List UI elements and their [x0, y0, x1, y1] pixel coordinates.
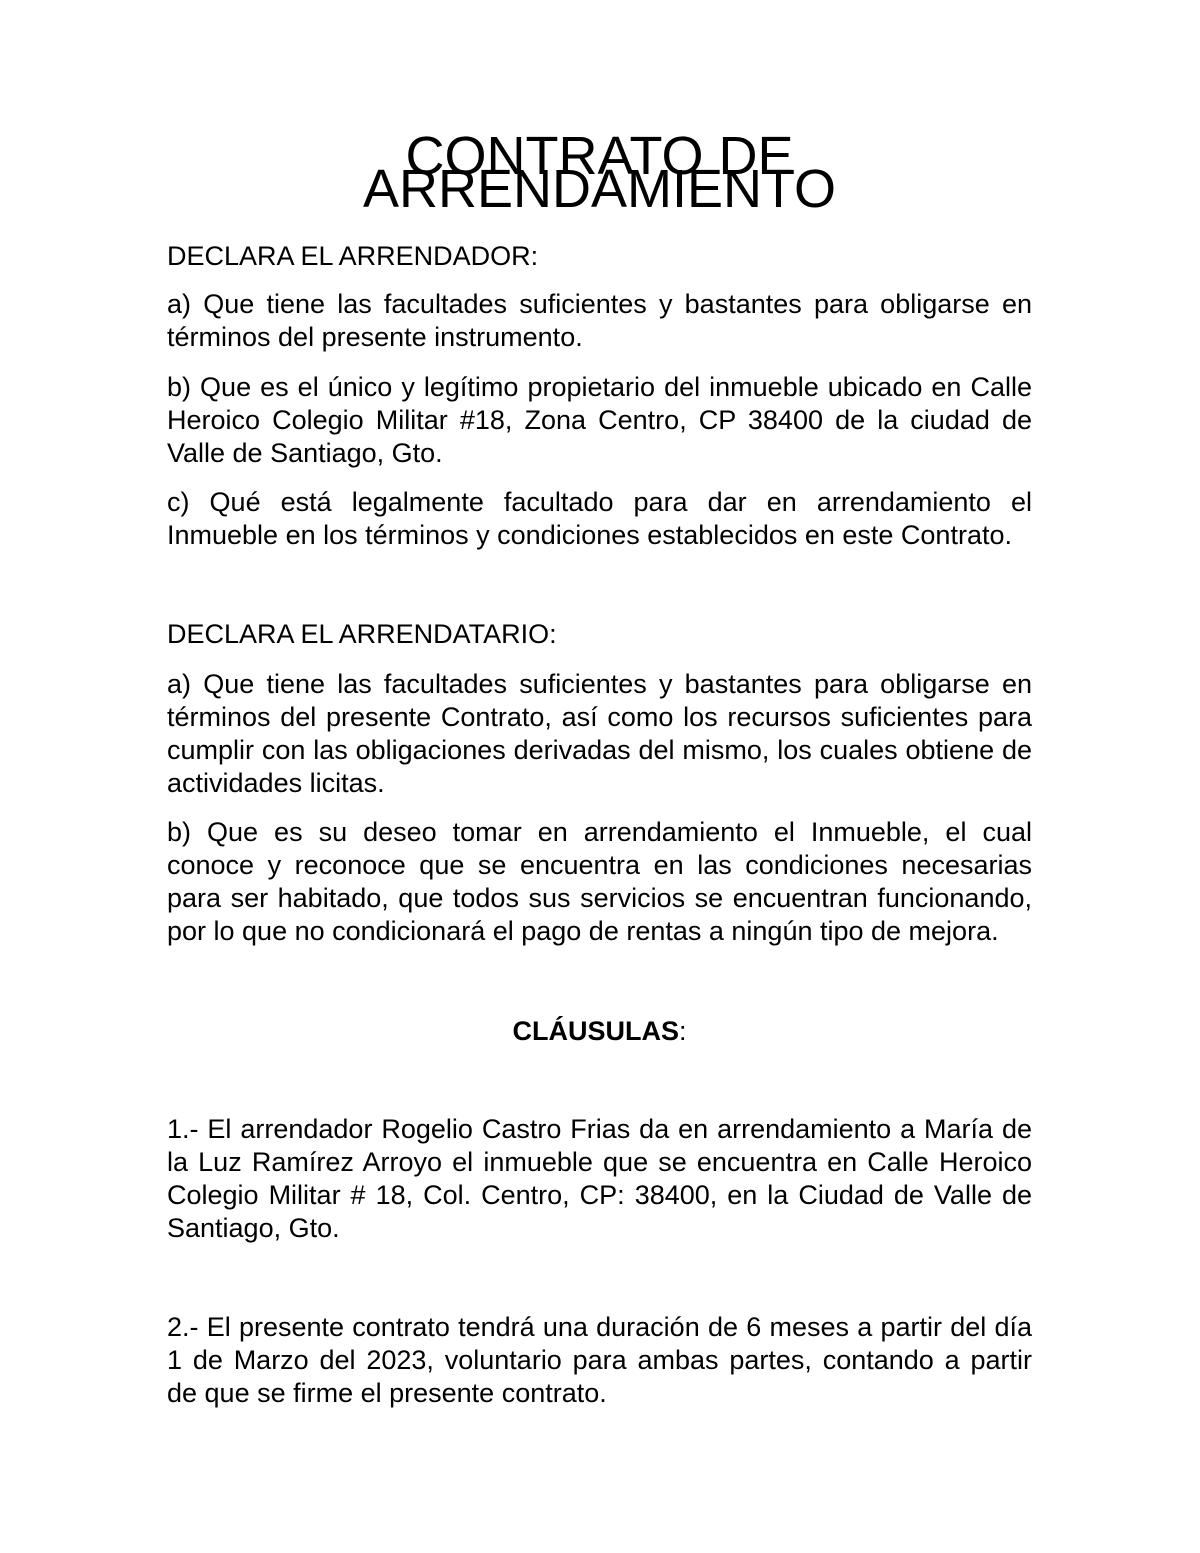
document-page	[167, 0, 1032, 1553]
clausula-2: 2.- El presente contrato tendrá una duración de 6 meses a partir del día 1 de Marzo del 2023, voluntario para ambas partes, contando a partir de que se firme el presente contrato.	[167, 1312, 1032, 1408]
arrendatario-heading: DECLARA EL ARRENDATARIO:	[167, 619, 557, 649]
document-title: CONTRATO DE ARRENDAMIENTO	[362, 126, 837, 219]
arrendador-declaration-a: a) Que tiene las facultades suficientes y bastantes para obligarse en términos del presente instrumento.	[167, 289, 1032, 352]
arrendatario-declaration-b: b) Que es su deseo tomar en arrendamiento el Inmueble, el cual conoce y reconoce que se encuentra en las condiciones necesarias para ser habitado, que todos sus servicios se encuentran funcionando, por lo que no condicionará el pago de rentas a ningún tipo de mejora.	[167, 817, 1032, 946]
arrendador-declaration-c: c) Qué está legalmente facultado para dar en arrendamiento el Inmueble en los términos y condiciones establecidos en este Contrato.	[167, 487, 1032, 550]
clausula-1: 1.- El arrendador Rogelio Castro Frias da en arrendamiento a María de la Luz Ramírez Arroyo el inmueble que se encuentra en Calle Heroico Colegio Militar # 18, Col. Centro, CP: 38400, en la Ciudad de Valle de Santiago, Gto.	[167, 1114, 1032, 1243]
arrendador-declaration-b: b) Que es el único y legítimo propietario del inmueble ubicado en Calle Heroico Colegio Militar #18, Zona Centro, CP 38400 de la ciudad de Valle de Santiago, Gto.	[167, 372, 1032, 468]
arrendador-heading: DECLARA EL ARRENDADOR:	[167, 241, 539, 271]
clausulas-heading	[167, 1015, 1032, 1048]
arrendatario-declaration-a: a) Que tiene las facultades suficientes y bastantes para obligarse en términos del presente Contrato, así como los recursos suficientes para cumplir con las obligaciones derivadas del mismo, los cuales obtiene de actividades licitas.	[167, 669, 1032, 798]
clausulas-heading-colon: :	[678, 1016, 687, 1046]
clausulas-heading-text: CLÁUSULAS	[512, 1016, 679, 1046]
